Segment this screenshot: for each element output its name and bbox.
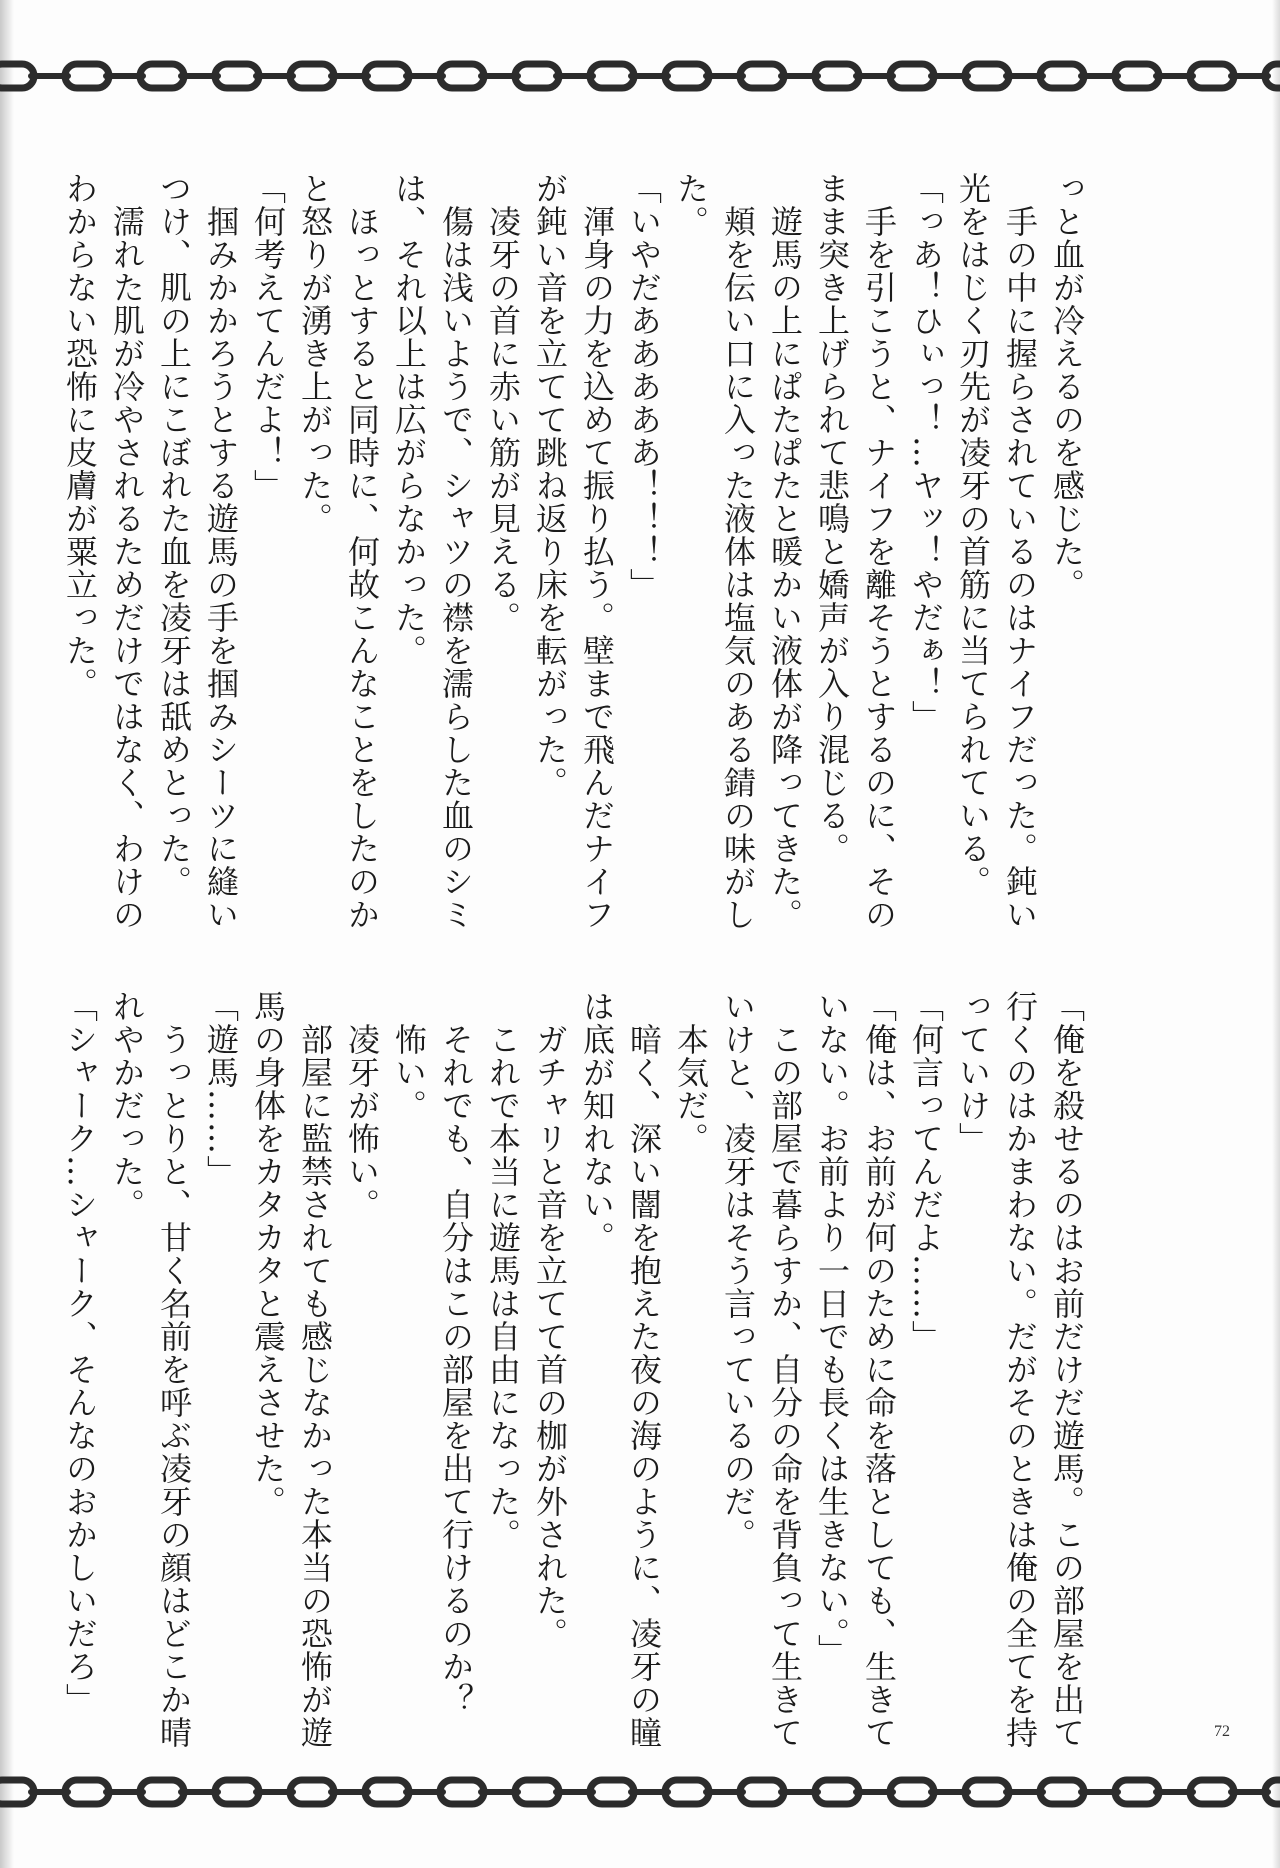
upper-text-line: 掴みかかろうとする遊馬の手を掴みシーツに縫い — [202, 172, 240, 931]
lower-text-line: 馬の身体をカタカタと震えさせた。 — [249, 990, 287, 1518]
chain-link — [140, 1780, 184, 1804]
upper-text-line: 手を引こうと、ナイフを離そうとするのに、その — [860, 172, 898, 931]
chain-link — [1115, 1780, 1159, 1804]
chain-link — [65, 1780, 109, 1804]
upper-text-line: 渾身の力を込めて振り払う。壁まで飛んだナイフ — [578, 172, 616, 931]
lower-text-line: それでも、自分はこの部屋を出て行けるのか？ — [437, 990, 475, 1716]
chain-link — [515, 64, 559, 88]
chain-link — [965, 1780, 1009, 1804]
lower-text-line: この部屋で暮らすか、自分の命を背負って生きて — [766, 990, 804, 1749]
chain-link — [1040, 1780, 1084, 1804]
chain-link — [815, 1780, 859, 1804]
upper-text-line: 傷は浅いようで、シャツの襟を濡らした血のシミ — [437, 172, 475, 931]
upper-text-line: が鈍い音を立てて跳ね返り床を転がった。 — [531, 172, 569, 799]
chain-link — [215, 1780, 259, 1804]
chain-link — [590, 1780, 634, 1804]
lower-text-line: っていけ」 — [954, 990, 992, 1155]
lower-text-line: れやかだった。 — [108, 990, 146, 1221]
chain-link — [965, 64, 1009, 88]
lower-text-line: 「シャーク…シャーク、そんなのおかしいだろ」 — [61, 990, 99, 1716]
chain-link — [1115, 64, 1159, 88]
chain-link — [665, 64, 709, 88]
chain-link — [1190, 1780, 1234, 1804]
upper-text-line: 手の中に握らされているのはナイフだった。鈍い — [1001, 172, 1039, 931]
chain-link — [290, 1780, 334, 1804]
lower-text-line: いけと、凌牙はそう言っているのだ。 — [719, 990, 757, 1551]
lower-text-line: 凌牙が怖い。 — [343, 990, 381, 1221]
lower-text-line: 「何言ってんだよ……」 — [907, 990, 945, 1353]
lower-text-line: ガチャリと音を立てて首の枷が外された。 — [531, 990, 569, 1650]
upper-text-line: 頬を伝い口に入った液体は塩気のある錆の味がし — [719, 172, 757, 931]
chain-link — [1265, 1780, 1280, 1804]
lower-text-line: は底が知れない。 — [578, 990, 616, 1254]
chain-link — [1190, 64, 1234, 88]
upper-text-line: 「何考えてんだよ！」 — [249, 172, 287, 502]
page-number: 72 — [1214, 1723, 1230, 1740]
lower-text-line: これで本当に遊馬は自由になった。 — [484, 990, 522, 1551]
lower-text-line: 怖い。 — [390, 990, 428, 1122]
upper-text-line: 凌牙の首に赤い筋が見える。 — [484, 172, 522, 634]
chain-link — [1265, 64, 1280, 88]
chain-link — [1040, 64, 1084, 88]
upper-text-line: わからない恐怖に皮膚が粟立った。 — [61, 172, 99, 700]
chain-link — [215, 64, 259, 88]
lower-text-line: 「俺は、お前が何のために命を落としても、生きて — [860, 990, 898, 1749]
chain-link — [365, 1780, 409, 1804]
chain-top-graphic — [0, 46, 1280, 106]
lower-text-line: 「俺を殺せるのはお前だけだ遊馬。この部屋を出て — [1048, 990, 1086, 1749]
upper-text-line: 遊馬の上にぱたぱたと暖かい液体が降ってきた。 — [766, 172, 804, 931]
upper-text-line: 「いやだあああああ！！！」 — [625, 172, 663, 601]
chain-link — [140, 64, 184, 88]
upper-text-line: ほっとすると同時に、何故こんなことをしたのか — [343, 172, 381, 931]
scan-edge-right — [1272, 0, 1280, 1868]
lower-text-line: 「遊馬……」 — [202, 990, 240, 1188]
chain-border-bottom — [0, 1762, 1280, 1822]
chain-link — [890, 64, 934, 88]
chain-link — [65, 64, 109, 88]
chain-link — [365, 64, 409, 88]
chain-border-top — [0, 46, 1280, 106]
upper-text-line: た。 — [672, 172, 710, 238]
upper-text-line: と怒りが湧き上がった。 — [296, 172, 334, 535]
lower-text-line: 暗く、深い闇を抱えた夜の海のように、凌牙の瞳 — [625, 990, 663, 1749]
chain-link — [440, 64, 484, 88]
upper-text-line: まま突き上げられて悲鳴と嬌声が入り混じる。 — [813, 172, 851, 865]
chain-link — [440, 1780, 484, 1804]
lower-text-line: 行くのはかまわない。だがそのときは俺の全てを持 — [1001, 990, 1039, 1749]
upper-text-line: っと血が冷えるのを感じた。 — [1048, 172, 1086, 601]
lower-text-line: うっとりと、甘く名前を呼ぶ凌牙の顔はどこか晴 — [155, 990, 193, 1749]
upper-text-line: は、それ以上は広がらなかった。 — [390, 172, 428, 667]
chain-bottom-graphic — [0, 1762, 1280, 1822]
upper-text-line: 光をはじく刃先が凌牙の首筋に当てられている。 — [954, 172, 992, 898]
upper-text-section — [56, 172, 1090, 952]
chain-link — [740, 1780, 784, 1804]
upper-text-line: 「っあ！ひぃっ！…ヤッ！やだぁ！」 — [907, 172, 945, 733]
chain-link — [815, 64, 859, 88]
chain-link — [515, 1780, 559, 1804]
lower-text-section — [56, 990, 1090, 1749]
lower-text-line: 部屋に監禁されても感じなかった本当の恐怖が遊 — [296, 990, 334, 1749]
upper-text-line: つけ、肌の上にこぼれた血を凌牙は舐めとった。 — [155, 172, 193, 898]
upper-text-line: 濡れた肌が冷やされるためだけではなく、わけの — [108, 172, 146, 931]
scan-edge-left — [0, 0, 14, 1868]
chain-link — [890, 1780, 934, 1804]
chain-link — [290, 64, 334, 88]
chain-link — [740, 64, 784, 88]
chain-link — [590, 64, 634, 88]
lower-text-line: 本気だ。 — [672, 990, 710, 1155]
lower-text-line: いない。お前より一日でも長くは生きない。」 — [813, 990, 851, 1667]
chain-link — [665, 1780, 709, 1804]
